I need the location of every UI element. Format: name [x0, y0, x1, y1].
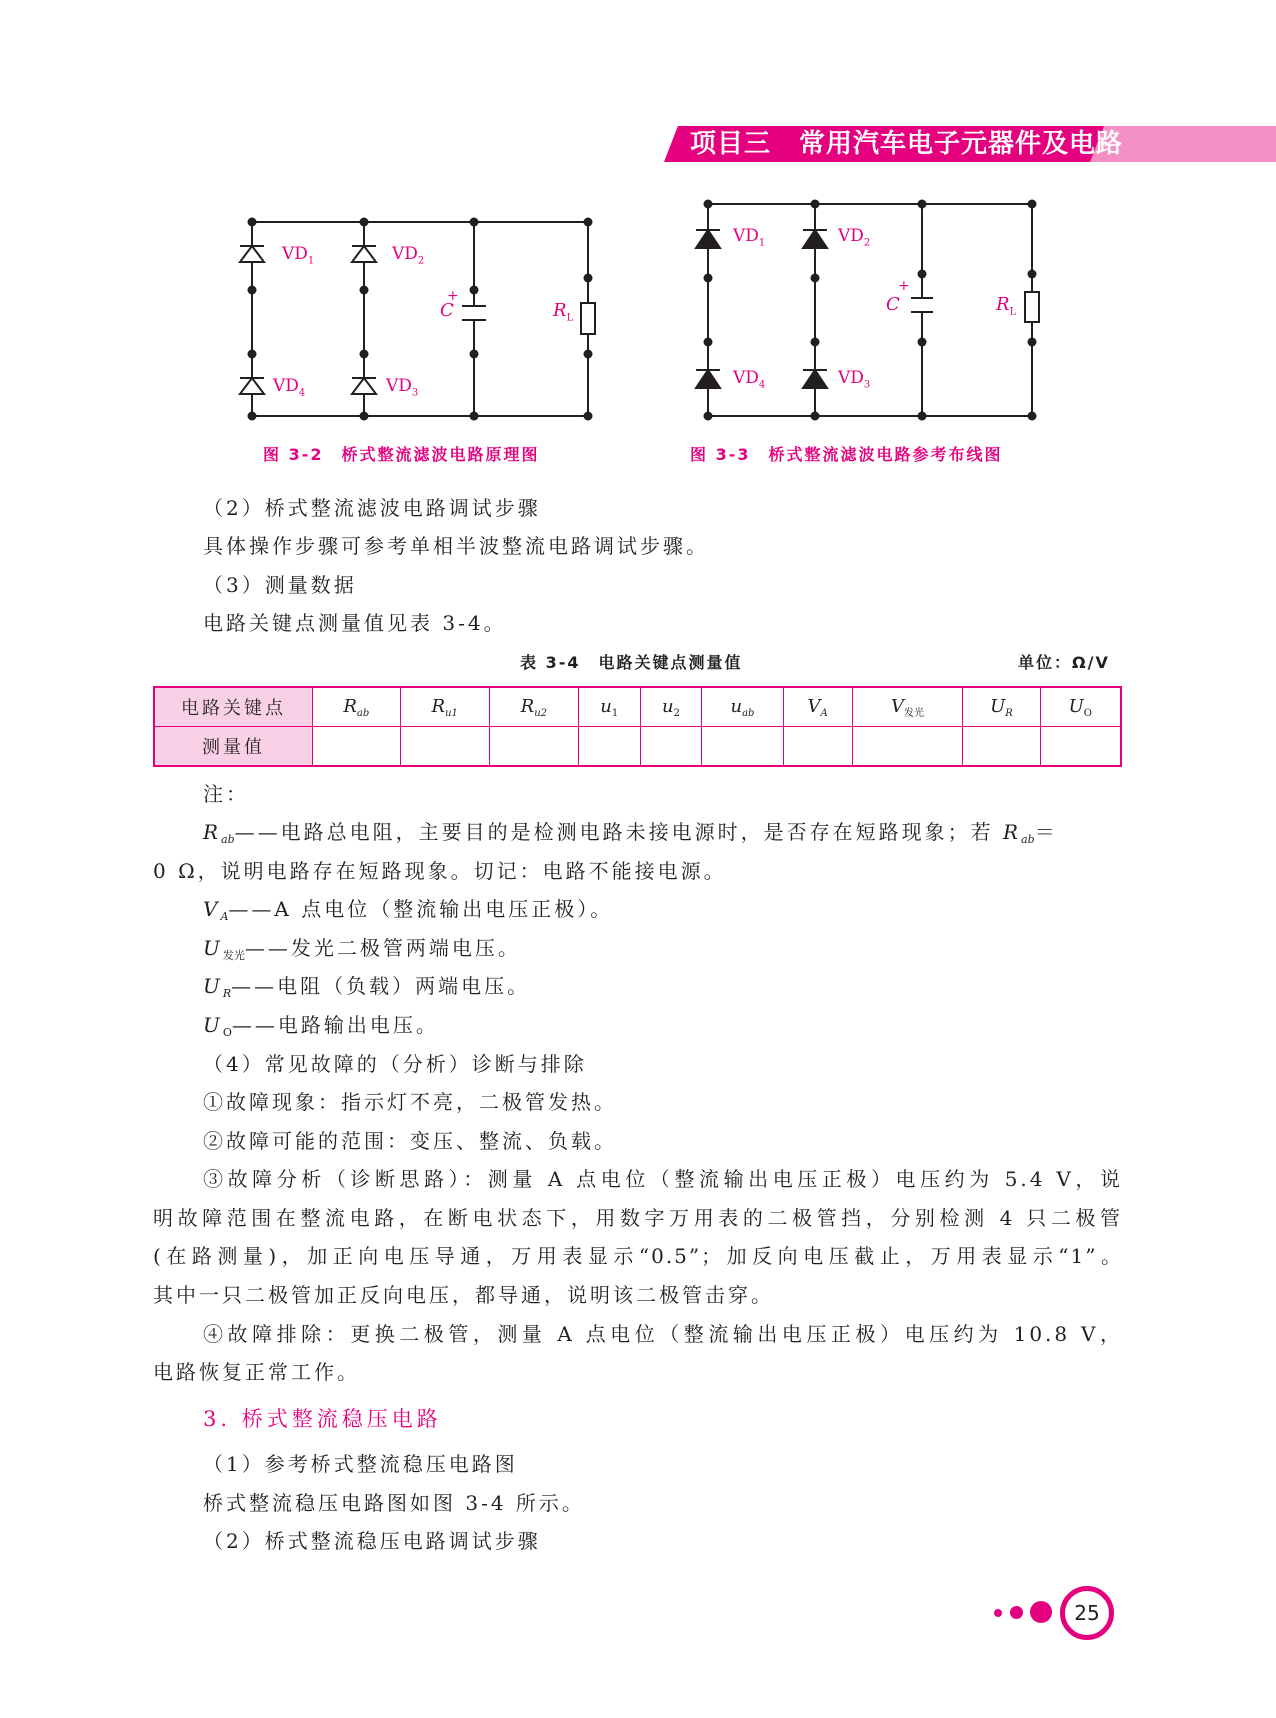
fig2-label-vd3: $VD_3$ [838, 368, 871, 391]
table-cell [702, 727, 783, 767]
fig2-label-c: C [886, 294, 900, 315]
fig1-label-vd2: $VD_2$ [392, 244, 425, 267]
note-rab: $R_{ab}——$电路总电阻，主要目的是检测电路未接电源时，是否存在短路现象；若 $R_{ab}=$ [203, 820, 1058, 846]
fig1-label-plus: + [447, 288, 459, 304]
table-cell [313, 727, 401, 767]
table-cell [640, 727, 702, 767]
header-project: 项目三 [690, 129, 772, 159]
table-col-vfg: $V_{发光}$ [852, 687, 963, 727]
section-title: 3. 桥式整流稳压电路 [203, 1407, 442, 1431]
para-debug-steps-heading: （2）桥式整流滤波电路调试步骤 [203, 496, 541, 520]
para-fault-analysis-2: 明故障范围在整流电路，在断电状态下，用数字万用表的二极管挡，分别检测 4 只二极管 [153, 1206, 1123, 1230]
para-fault-fix-2: 电路恢复正常工作。 [153, 1360, 360, 1384]
table-value-row [154, 727, 1121, 767]
header-chapter: 常用汽车电子元器件及电路 [799, 129, 1124, 159]
para-fault-range: ②故障可能的范围：变压、整流、负载。 [203, 1129, 617, 1153]
note-rab-cont: 0 Ω，说明电路存在短路现象。切记：电路不能接电源。 [153, 859, 727, 883]
fig1-label-vd1: $VD_1$ [282, 244, 315, 267]
header-title [690, 128, 1123, 160]
table-col-ur: $U_R$ [963, 687, 1040, 727]
fig2-label-plus: + [898, 278, 910, 294]
table-row-head: 电路关键点 [154, 687, 313, 727]
fig1-label-vd4: $VD_4$ [273, 376, 306, 399]
para-ref-diagram-heading: （1）参考桥式整流稳压电路图 [203, 1452, 518, 1476]
para-measure-ref: 电路关键点测量值见表 3-4。 [203, 611, 507, 635]
measurement-table [153, 686, 1122, 767]
para-ref-diagram: 桥式整流稳压电路图如图 3-4 所示。 [203, 1491, 585, 1515]
table-cell [489, 727, 578, 767]
table-col-ru1: $R_{u1}$ [400, 687, 489, 727]
para-fault-fix-1: ④故障排除：更换二极管，测量 A 点电位（整流输出电压正极）电压约为 10.8 V， [203, 1322, 1123, 1346]
para-regulator-steps-heading: （2）桥式整流稳压电路调试步骤 [203, 1529, 541, 1553]
note-label: 注： [203, 782, 249, 806]
table-col-uab: $u_{ab}$ [702, 687, 783, 727]
fig2-label-vd2: $VD_2$ [838, 226, 871, 249]
para-fault-analysis-3: (在路测量)，加正向电压导通，万用表显示“0.5”；加反向电压截止，万用表显示“1”。 [153, 1244, 1123, 1268]
note-uo: $U_O——$电路输出电压。 [203, 1013, 439, 1039]
table-caption: 表 3-4 电路关键点测量值 [520, 653, 743, 672]
table-cell [963, 727, 1040, 767]
table-col-u1: $u_1$ [578, 687, 640, 727]
table-col-uo: $U_O$ [1040, 687, 1121, 727]
table-cell [783, 727, 852, 767]
note-va: $V_A——A$ 点电位（整流输出电压正极）。 [203, 897, 614, 923]
para-fault-symptom: ①故障现象：指示灯不亮，二极管发热。 [203, 1090, 617, 1114]
table-cell [400, 727, 489, 767]
page-dot-large [1030, 1601, 1052, 1623]
page-number: 25 [1074, 1601, 1100, 1625]
table-col-u2: $u_2$ [640, 687, 702, 727]
fig1-label-c: C [440, 300, 454, 321]
table-cell [578, 727, 640, 767]
figure-3-3-caption: 图 3-3 桥式整流滤波电路参考布线图 [690, 445, 1003, 464]
page-dot-medium [1010, 1606, 1023, 1619]
para-fault-heading: （4）常见故障的（分析）诊断与排除 [203, 1052, 587, 1076]
page-dot-small [994, 1609, 1002, 1617]
table-col-va: $V_A$ [783, 687, 852, 727]
fig2-label-vd4: $VD_4$ [733, 368, 766, 391]
table-cell [852, 727, 963, 767]
para-fault-analysis-4: 其中一只二极管加正反向电压，都导通，说明该二极管击穿。 [153, 1283, 774, 1307]
para-measure-heading: （3）测量数据 [203, 573, 357, 597]
note-ur: $U_R——$电阻（负载）两端电压。 [203, 974, 531, 1000]
table-cell [1040, 727, 1121, 767]
para-debug-steps: 具体操作步骤可参考单相半波整流电路调试步骤。 [203, 534, 709, 558]
fig1-label-vd3: $VD_3$ [386, 376, 419, 399]
fig2-label-rl: $R_L$ [996, 294, 1017, 318]
para-fault-analysis-1: ③故障分析（诊断思路）：测量 A 点电位（整流输出电压正极）电压约为 5.4 V，说 [203, 1167, 1123, 1191]
fig2-label-vd1: $VD_1$ [733, 226, 766, 249]
table-col-ru2: $R_{u2}$ [489, 687, 578, 727]
fig1-label-rl: $R_L$ [553, 300, 574, 324]
table-unit: 单位：Ω/V [1018, 653, 1110, 672]
table-header-row [154, 687, 1121, 727]
figure-3-2-caption: 图 3-2 桥式整流滤波电路原理图 [263, 445, 540, 464]
note-ufg: $U_{发光}——$发光二极管两端电压。 [203, 936, 521, 962]
table-col-rab: $R_{ab}$ [313, 687, 401, 727]
table-row-value-head: 测量值 [154, 727, 313, 767]
